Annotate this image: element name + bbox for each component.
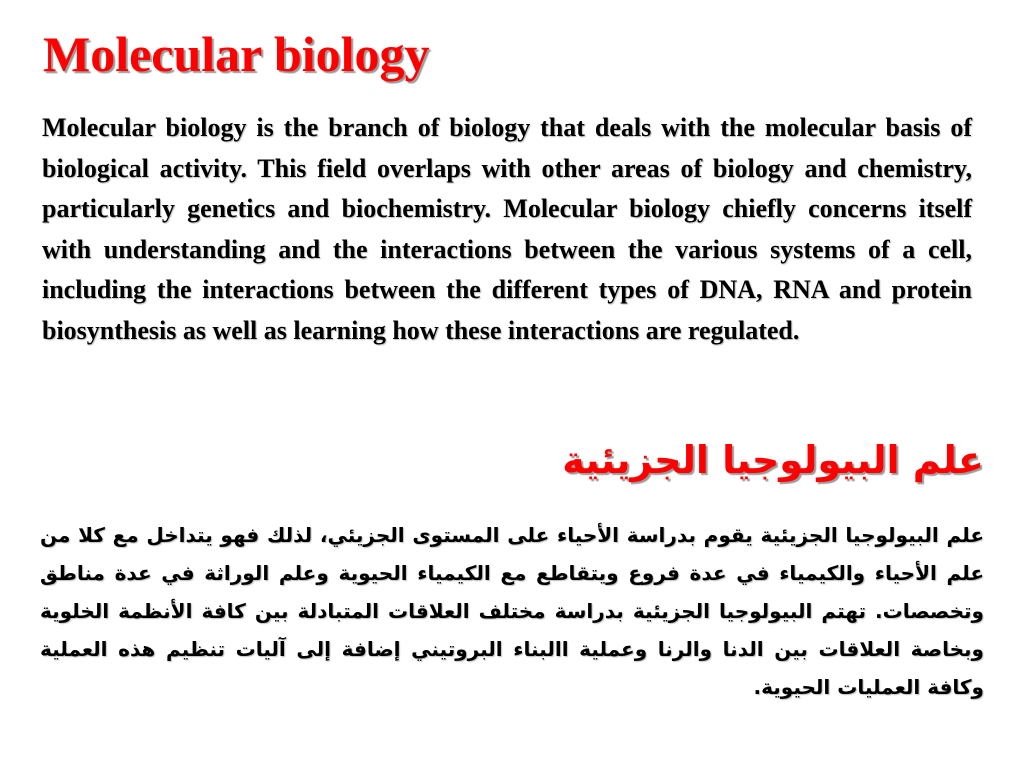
arabic-title: علم البيولوجيا الجزيئية	[562, 438, 984, 482]
english-paragraph: Molecular biology is the branch of biology that deals with the molecular basis of biological activity. This field overlaps with other areas of biology and chemistry, particularly genetics and biochemistry. Molecular biology chiefly concerns itself with understanding and the interactions between the various systems of a cell, including the interactions between the different types of DNA, RNA and protein biosynthesis as well as learning how these interactions are regulated.	[42, 113, 972, 345]
arabic-paragraph: علم البيولوجيا الجزيئية يقوم بدراسة الأحياء على المستوى الجزيئي، لذلك فهو يتداخل مع كلا من علم الأحياء والكيمياء في عدة فروع ويتقاطع مع الكيمياء الحيوية وعلم الوراثة في عدة مناطق وتخصصات. تهتم البيولوجيا الجزيئية بدراسة مختلف العلاقات المتبادلة بين كافة الأنظمة الخلوية وبخاصة العلاقات بين الدنا والرنا وعملية االبناء البروتيني إضافة إلى آليات تنظيم هذه العملية وكافة العمليات الحيوية.	[40, 523, 984, 699]
english-title: Molecular biology	[43, 26, 430, 82]
